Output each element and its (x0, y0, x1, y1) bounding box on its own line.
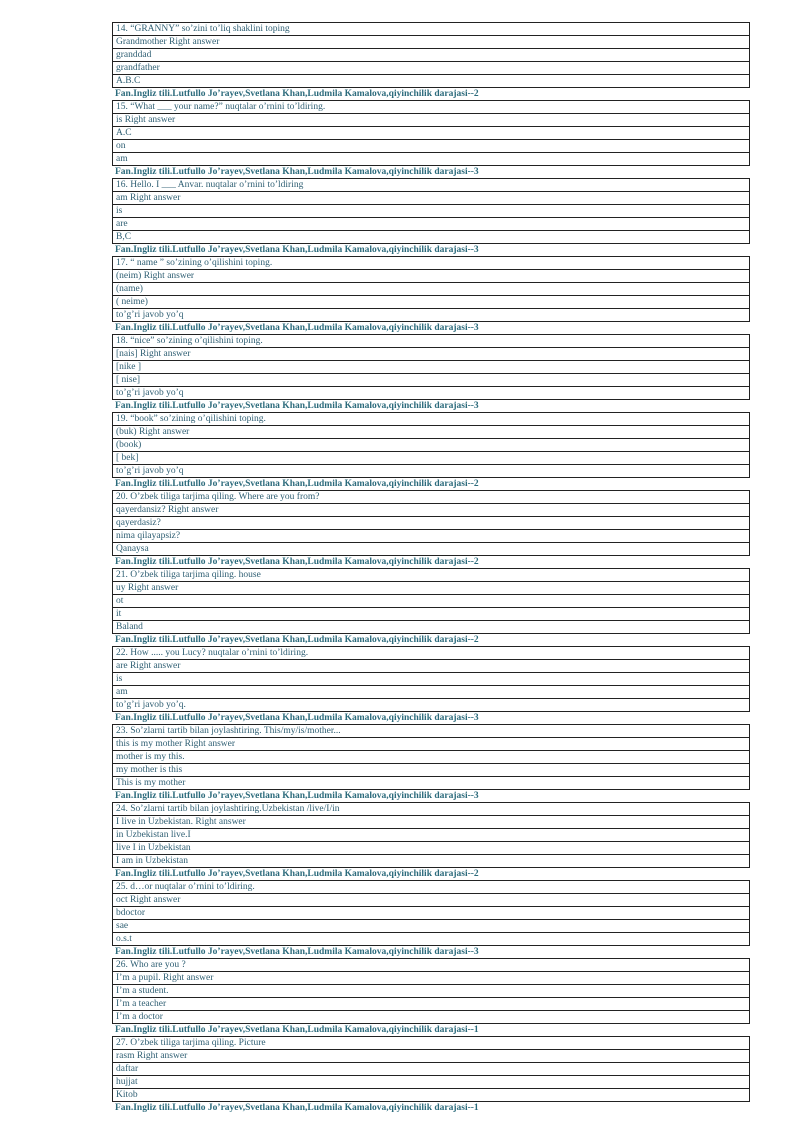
question-text: 17. “ name ” so’zining o’qilishini toping. (113, 257, 749, 270)
answer-option: are Right answer (113, 660, 749, 673)
question-table (112, 412, 750, 478)
question-table (112, 724, 750, 790)
answer-option: rasm Right answer (113, 1050, 749, 1063)
question-table (112, 568, 750, 634)
subject-meta: Fan.Ingliz tili.Lutfullo Jo’rayev,Svetlana Khan,Ludmila Kamalova,qiyinchilik darajasi--3 (115, 323, 479, 333)
answer-option: are (113, 218, 749, 231)
answer-option: ( neime) (113, 296, 749, 309)
answer-option: am Right answer (113, 192, 749, 205)
answer-option: I’m a student. (113, 985, 749, 998)
question-block (0, 802, 800, 880)
answer-option: am (113, 153, 749, 166)
subject-meta: Fan.Ingliz tili.Lutfullo Jo’rayev,Svetlana Khan,Ludmila Kamalova,qiyinchilik darajasi--3 (115, 791, 479, 801)
answer-option: oct Right answer (113, 894, 749, 907)
question-table (112, 1036, 750, 1102)
answer-option: I’m a teacher (113, 998, 749, 1011)
question-text: 15. “What ___ your name?” nuqtalar o’rnini to’ldiring. (113, 101, 749, 114)
question-text: 24. So’zlarni tartib bilan joylashtiring.Uzbekistan /live/I/in (113, 803, 749, 816)
question-table (112, 178, 750, 244)
question-table (112, 256, 750, 322)
question-text: 14. “GRANNY” so’zini to’liq shaklini toping (113, 23, 749, 36)
answer-option: Kitob (113, 1089, 749, 1102)
answer-option: is Right answer (113, 114, 749, 127)
answer-option: on (113, 140, 749, 153)
question-table (112, 646, 750, 712)
answer-option: [ bek] (113, 452, 749, 465)
answer-option: is (113, 205, 749, 218)
answer-option: hujjat (113, 1076, 749, 1089)
answer-option: it (113, 608, 749, 621)
question-text: 25. d…or nuqtalar o’rnini to’ldiring. (113, 881, 749, 894)
answer-option: o.s.t (113, 933, 749, 946)
subject-meta: Fan.Ingliz tili.Lutfullo Jo’rayev,Svetlana Khan,Ludmila Kamalova,qiyinchilik darajasi--3 (115, 401, 479, 411)
question-text: 21. O’zbek tiliga tarjima qiling. house (113, 569, 749, 582)
question-block (0, 646, 800, 724)
answer-option: granddad (113, 49, 749, 62)
question-block (0, 256, 800, 334)
answer-option: I’m a doctor (113, 1011, 749, 1024)
answer-option: A.C (113, 127, 749, 140)
answer-option: live I in Uzbekistan (113, 842, 749, 855)
subject-meta: Fan.Ingliz tili.Lutfullo Jo’rayev,Svetlana Khan,Ludmila Kamalova,qiyinchilik darajasi--1 (115, 1025, 479, 1035)
subject-meta: Fan.Ingliz tili.Lutfullo Jo’rayev,Svetlana Khan,Ludmila Kamalova,qiyinchilik darajasi--2 (115, 89, 479, 99)
answer-option: [ nise] (113, 374, 749, 387)
answer-option: A.B.C (113, 75, 749, 88)
question-text: 26. Who are you ? (113, 959, 749, 972)
question-text: 19. “book” so’zining o’qilishini toping. (113, 413, 749, 426)
question-text: 18. “nice” so’zining o’qilishini toping. (113, 335, 749, 348)
subject-meta: Fan.Ingliz tili.Lutfullo Jo’rayev,Svetlana Khan,Ludmila Kamalova,qiyinchilik darajasi--2 (115, 635, 479, 645)
answer-option: to’g’ri javob yo’q (113, 465, 749, 478)
answer-option: [nais] Right answer (113, 348, 749, 361)
answer-option: [nike ] (113, 361, 749, 374)
answer-option: ot (113, 595, 749, 608)
question-table (112, 22, 750, 88)
question-text: 20. O’zbek tiliga tarjima qiling. Where are you from? (113, 491, 749, 504)
subject-meta: Fan.Ingliz tili.Lutfullo Jo’rayev,Svetlana Khan,Ludmila Kamalova,qiyinchilik darajasi--2 (115, 479, 479, 489)
answer-option: Baland (113, 621, 749, 634)
question-table (112, 802, 750, 868)
answer-option: nima qilayapsiz? (113, 530, 749, 543)
subject-meta: Fan.Ingliz tili.Lutfullo Jo’rayev,Svetlana Khan,Ludmila Kamalova,qiyinchilik darajasi--2 (115, 557, 479, 567)
answer-option: is (113, 673, 749, 686)
answer-option: (name) (113, 283, 749, 296)
answer-option: I am in Uzbekistan (113, 855, 749, 868)
answer-option: mother is my this. (113, 751, 749, 764)
question-text: 27. O’zbek tiliga tarjima qiling. Picture (113, 1037, 749, 1050)
answer-option: in Uzbekistan live.I (113, 829, 749, 842)
subject-meta: Fan.Ingliz tili.Lutfullo Jo’rayev,Svetlana Khan,Ludmila Kamalova,qiyinchilik darajasi--3 (115, 947, 479, 957)
question-block (0, 880, 800, 958)
question-table (112, 958, 750, 1024)
answer-option: my mother is this (113, 764, 749, 777)
answer-option: Grandmother Right answer (113, 36, 749, 49)
answer-option: uy Right answer (113, 582, 749, 595)
answer-option: grandfather (113, 62, 749, 75)
question-block (0, 568, 800, 646)
subject-meta: Fan.Ingliz tili.Lutfullo Jo’rayev,Svetlana Khan,Ludmila Kamalova,qiyinchilik darajasi--3 (115, 167, 479, 177)
subject-meta: Fan.Ingliz tili.Lutfullo Jo’rayev,Svetlana Khan,Ludmila Kamalova,qiyinchilik darajasi--3 (115, 245, 479, 255)
answer-option: qayerdansiz? Right answer (113, 504, 749, 517)
answer-option: sae (113, 920, 749, 933)
answer-option: This is my mother (113, 777, 749, 790)
question-text: 16. Hello. I ___ Anvar. nuqtalar o’rnini to’ldiring (113, 179, 749, 192)
question-block (0, 1036, 800, 1114)
subject-meta: Fan.Ingliz tili.Lutfullo Jo’rayev,Svetlana Khan,Ludmila Kamalova,qiyinchilik darajasi--1 (115, 1103, 479, 1113)
question-block (0, 22, 800, 100)
answer-option: (neim) Right answer (113, 270, 749, 283)
answer-option: bdoctor (113, 907, 749, 920)
question-block (0, 412, 800, 490)
question-block (0, 958, 800, 1036)
question-block (0, 724, 800, 802)
answer-option: this is my mother Right answer (113, 738, 749, 751)
answer-option: (buk) Right answer (113, 426, 749, 439)
answer-option: B,C (113, 231, 749, 244)
subject-meta: Fan.Ingliz tili.Lutfullo Jo’rayev,Svetlana Khan,Ludmila Kamalova,qiyinchilik darajasi--2 (115, 869, 479, 879)
answer-option: qayerdasiz? (113, 517, 749, 530)
answer-option: to’g’ri javob yo’q (113, 387, 749, 400)
question-table (112, 334, 750, 400)
question-block (0, 334, 800, 412)
answer-option: Qanaysa (113, 543, 749, 556)
subject-meta: Fan.Ingliz tili.Lutfullo Jo’rayev,Svetlana Khan,Ludmila Kamalova,qiyinchilik darajasi--3 (115, 713, 479, 723)
answer-option: daftar (113, 1063, 749, 1076)
question-table (112, 880, 750, 946)
answer-option: am (113, 686, 749, 699)
question-block (0, 178, 800, 256)
question-block (0, 100, 800, 178)
answer-option: to’g’ri javob yo’q. (113, 699, 749, 712)
answer-option: I live in Uzbekistan. Right answer (113, 816, 749, 829)
answer-option: I’m a pupil. Right answer (113, 972, 749, 985)
question-table (112, 490, 750, 556)
question-text: 22. How ..... you Lucy? nuqtalar o’rnini to’ldiring. (113, 647, 749, 660)
answer-option: (book) (113, 439, 749, 452)
document-page (0, 22, 800, 1114)
question-table (112, 100, 750, 166)
question-text: 23. So’zlarni tartib bilan joylashtiring. This/my/is/mother... (113, 725, 749, 738)
answer-option: to’g’ri javob yo’q (113, 309, 749, 322)
question-block (0, 490, 800, 568)
